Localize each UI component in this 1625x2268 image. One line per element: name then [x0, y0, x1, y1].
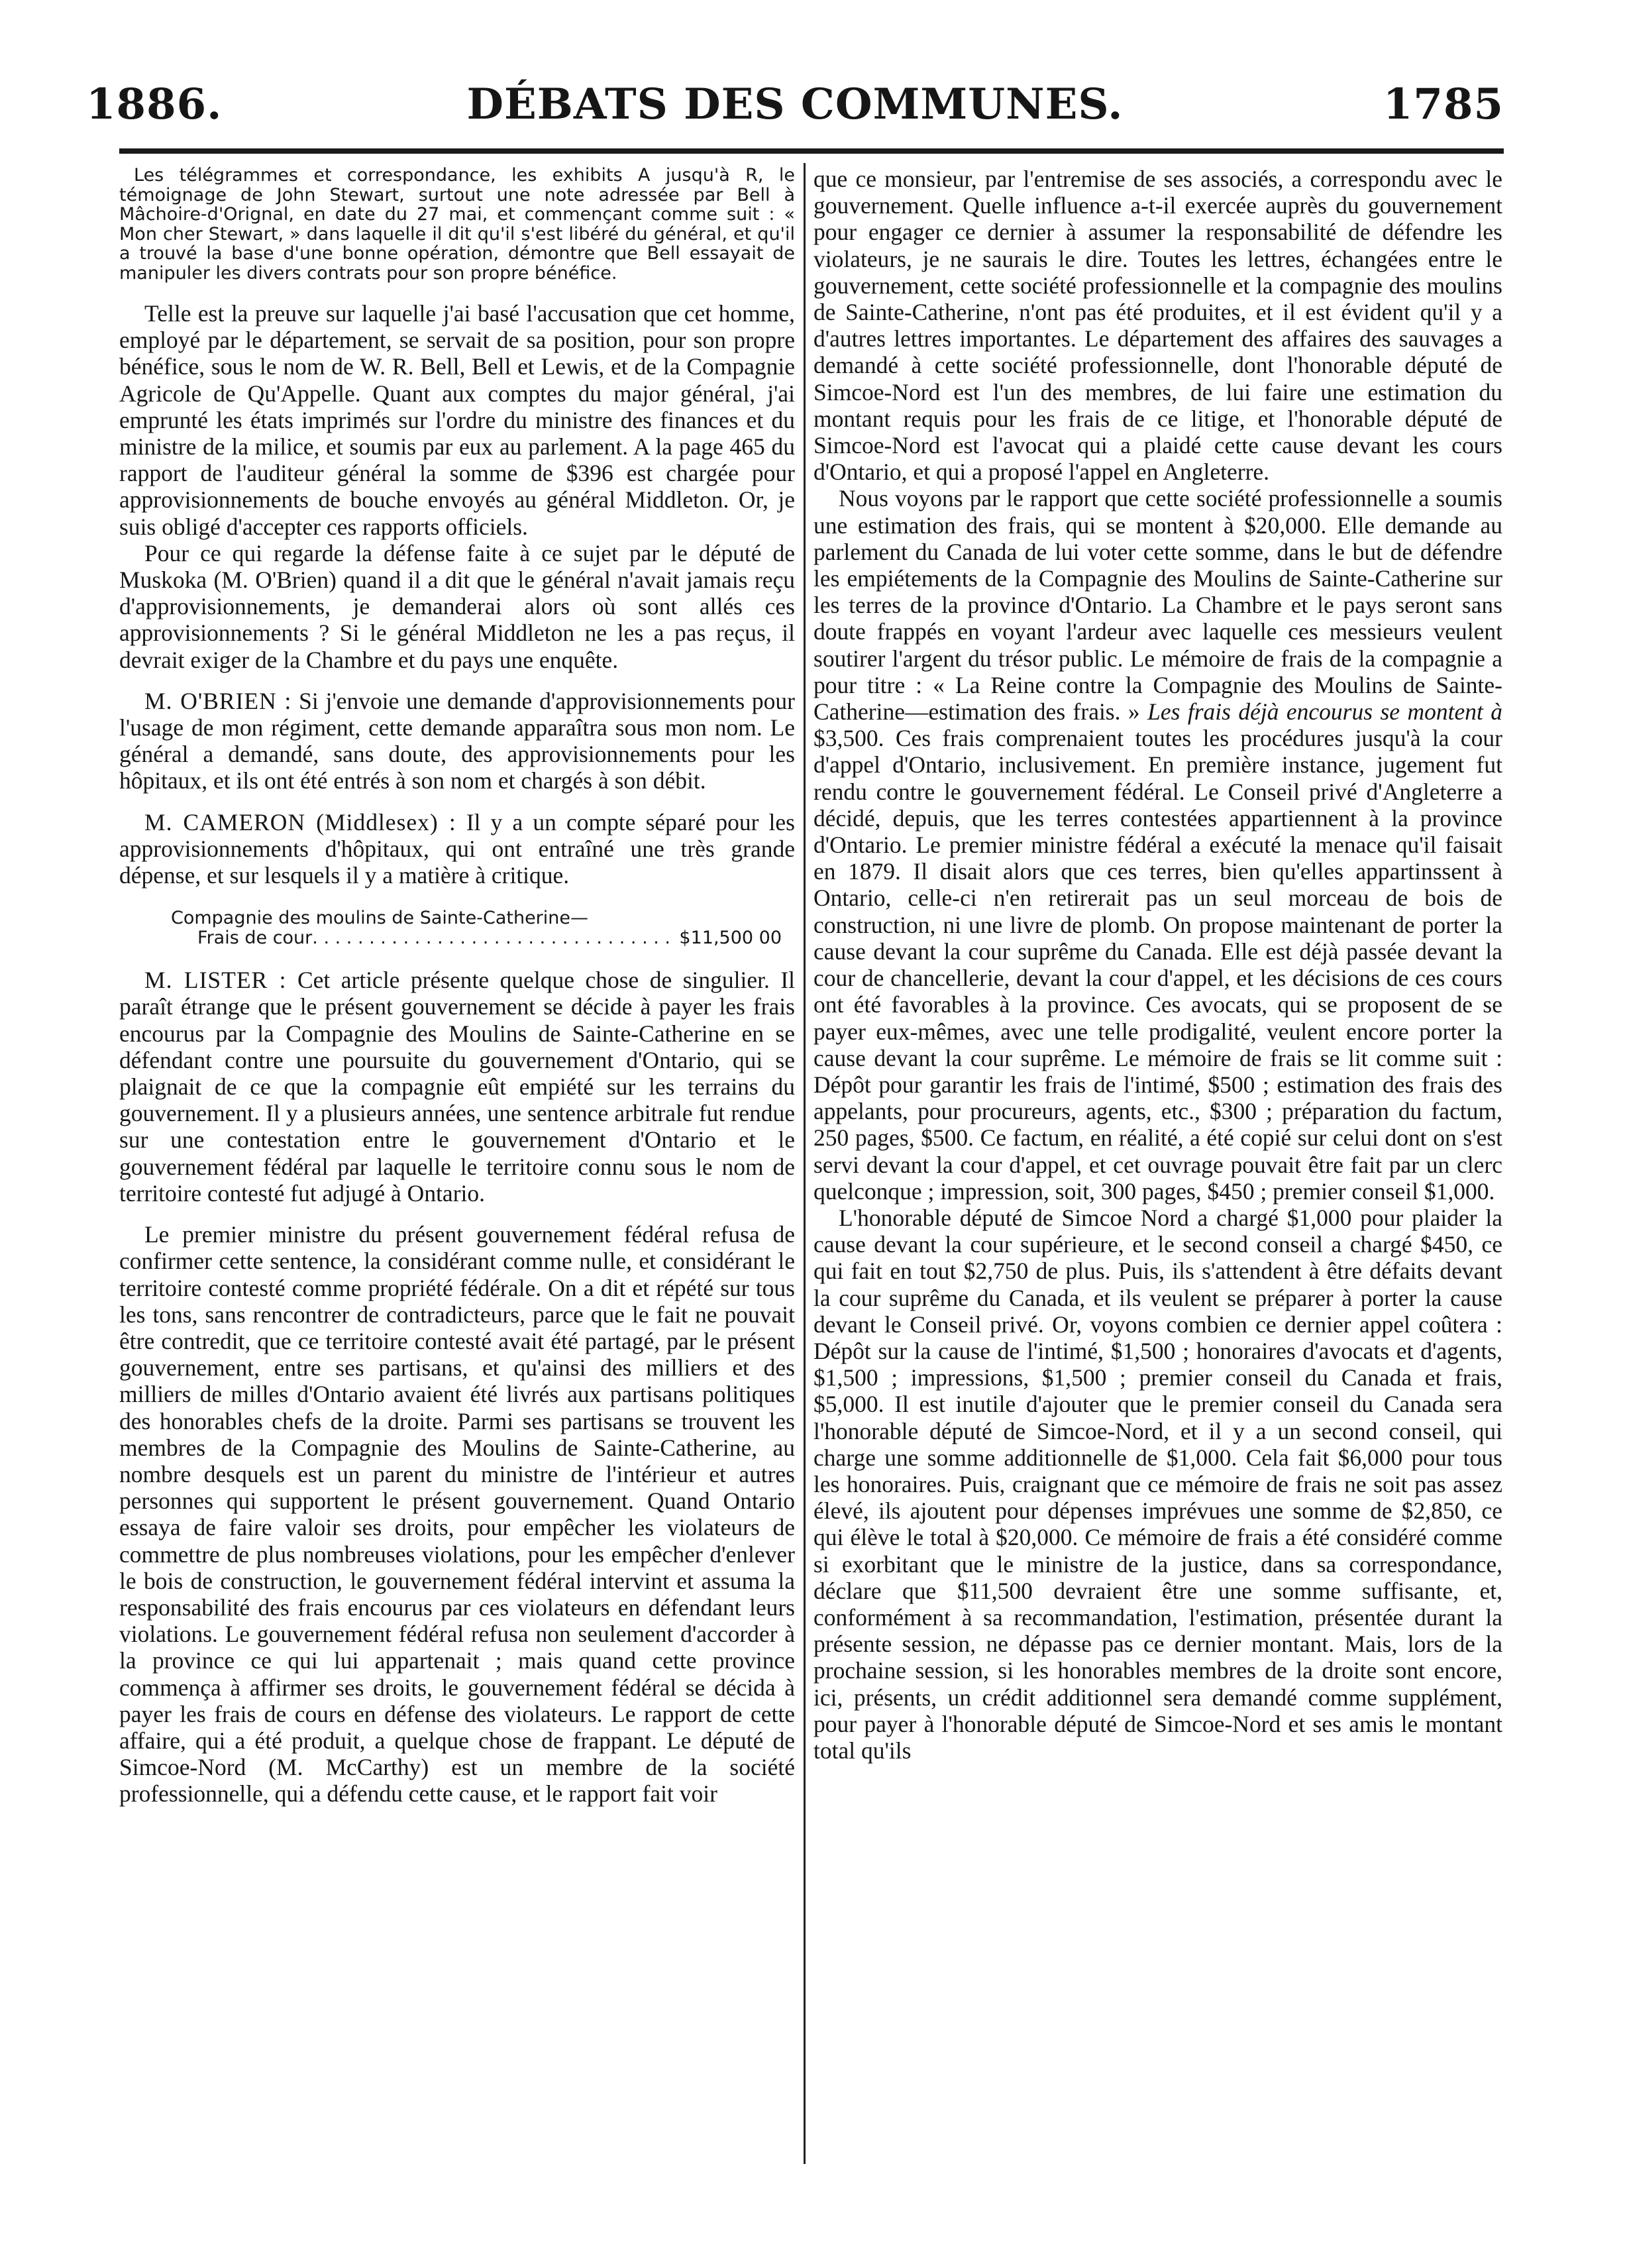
item-amount: $11,500 00	[679, 928, 782, 949]
paragraph: Le premier ministre du présent gouvernement fédéral refusa de confirmer cette sentence, la considérant comme nulle, et considérant le territoire contesté comme propriété fédérale. On a dit et répété sur tous les tons, sans rencontrer de contradicteurs, parce que le fait ne pouvait être contredit, que ce territoire contesté avait été partagé, par le présent gouvernement, entre ses partisans, et qu'ainsi des milliers et des milliers de milles d'Ontario avaient été livrés aux partisans politiques des honorables chefs de la droite. Parmi ses partisans se trouvent les membres de la Compagnie des Moulins de Sainte-Catherine, au nombre desquels est un parent du ministre de l'intérieur et autres personnes qui supportent le présent gouvernement. Quand Ontario essaya de faire valoir ses droits, pour empêcher les violateurs de commettre de plus nombreuses violations, pour les empêcher d'enlever le bois de construction, le gouvernement fédéral intervint et assuma la responsabilité des frais encourus par ces violateurs en défendant leurs violations. Le gouvernement fédéral refusa non seulement d'accorder à la province ce qui lui appartenait ; mais quand cette province commença à affirmer ses droits, le gouvernement fédéral se décida à payer les frais de cours en défense des violateurs. Le rapport de cette affaire, qui a été produit, a quelque chose de frappant. Le député de Simcoe-Nord (M. McCarthy) est un membre de la société professionnelle, qui a défendu cette cause, et le rapport fait voir	[119, 1221, 795, 1808]
item-title: Compagnie des moulins de Sainte-Catherine—	[171, 908, 589, 929]
exhibits-note: Les télégrammes et correspondance, les exhibits A jusqu'à R, le témoignage de John Stewart, surtout une note adressée par Bell à Mâchoire-d'Orignal, en date du 27 mai, et commençant comme suit : « Mon cher Stewart, » dans laquelle il dit qu'il s'est libéré du général, et qu'il a trouvé la base d'une bonne opération, démontre que Bell essayait de manipuler les divers contrats pour son propre bénéfice.	[119, 165, 795, 284]
speech-text: Si j'envoie une demande d'approvisionnements pour l'usage de mon régiment, cette demande apparaîtra sous mon nom. Le général a demandé, sans doute, des approvisionnements pour les hôpitaux, et ils ont été entrés à son nom et chargés à son débit.	[119, 687, 795, 794]
paragraph-text: Nous voyons par le rapport que cette société professionnelle a soumis une estimation des frais, qui se montent à $20,000. Elle demande au parlement du Canada de lui voter cette somme, dans le but de défendre les empiétements de la Compagnie des Moulins de Sainte-Catherine sur les terres de la province d'Ontario. La Chambre et le pays seront sans doute frappés en voyant l'ardeur avec laquelle ces messieurs veulent soutirer l'argent du trésor public. Le mémoire de frais de la compagnie a pour titre : « La Reine contre la Compagnie des Moulins de Sainte-Catherine—estimation des frais. »	[813, 485, 1502, 726]
paragraph: L'honorable député de Simcoe Nord a chargé $1,000 pour plaider la cause devant la cour supérieure, et le second conseil a chargé $450, ce qui fait en tout $2,750 de plus. Puis, ils s'attendent à être défaits devant la cour suprême du Canada, et ils veulent se préparer à porter la cause devant le Conseil privé. Or, voyons combien ce dernier appel coûtera : Dépôt sur la cause de l'intimé, $1,500 ; honoraires d'avocats et d'agents, $1,500 ; impressions, $1,500 ; premier conseil du Canada et frais, $5,000. Il est inutile d'ajouter que le premier conseil du Canada sera l'honorable député de Simcoe-Nord, et il y a un second conseil, qui charge une somme additionnelle de $1,000. Cela fait $6,000 pour tous les honoraires. Puis, craignant que ce mémoire de frais ne soit pas assez élevé, ils ajoutent pour dépenses imprévues une somme de $2,850, ce qui élève le total à $20,000. Ce mémoire de frais a été considéré comme si exorbitant que le ministre de la justice, dans sa correspondance, déclare que $11,500 devraient être une somme suffisante, et, conformément à sa recommandation, l'estimation, présentée durant la présente session, ne dépasse pas ce dernier montant. Mais, lors de la prochaine session, si les honorables membres de la droite sont encore, ici, présents, un crédit additionnel sera demandé comme supplément, pour payer à l'honorable député de Simcoe-Nord et ses amis le montant total qu'ils	[813, 1204, 1502, 1764]
speech-text: Cet article présente quelque chose de singulier. Il paraît étrange que le présent gouvernement se décide à payer les frais encourus par la Compagnie des Moulins de Sainte-Catherine en se défendant contre une poursuite du gouvernement d'Ontario, qui se plaignait de ce que la compagnie eût empiété sur les terrains du gouvernement. Il y a plusieurs années, une sentence arbitrale fut rendue sur une contestation entre le gouvernement d'Ontario et le gouvernement fédéral par laquelle le territoire connu sous le nom de territoire contesté fut adjugé à Ontario.	[119, 967, 796, 1207]
speaker-name: M. LISTER :	[144, 967, 287, 994]
item-label: Frais de cour	[197, 928, 313, 949]
paragraph: Pour ce qui regarde la défense faite à ce sujet par le député de Muskoka (M. O'Brien) quand il a dit que le général n'avait jamais reçu d'approvisionnements, je demanderai alors où sont allés ces approvisionnements ? Si le général Middleton ne les a pas reçus, il devrait exiger de la Chambre et du pays une enquête.	[119, 539, 795, 673]
column-divider	[804, 163, 806, 2164]
item-row	[119, 928, 795, 948]
page-number: 1785	[1383, 80, 1504, 129]
page-title: DÉBATS DES COMMUNES.	[466, 80, 1124, 129]
paragraph-text: $3,500. Ces frais comprenaient toutes les procédures jusqu'à la cour d'appel d'Ontario, inclusivement. En première instance, jugement fut rendu contre le gouvernement fédéral. Le Conseil privé d'Angleterre a décidé, depuis, que les terres contestées appartiennent à la province d'Ontario. Le premier ministre fédéral a exécuté la menace qu'il faisait en 1879. Il disait alors que ces terres, bien qu'elles appartinssent à Ontario, celle-ci n'en retirerait pas un seul morceau de bois de construction, ni une livre de plomb. On propose maintenant de porter la cause devant la cour suprême du Canada. Elle est déjà passée devant la cour de chancellerie, devant la cour d'appel, et les décisions de ces cours ont été favorables à la province. Ces avocats, qui se proposent de se payer eux-mêmes, avec une telle prodigalité, veulent encore porter la cause devant la cour suprême. Le mémoire de frais se lit comme suit : Dépôt pour garantir les frais de l'intimé, $500 ; estimation des frais des appelants, pour procureurs, agents, etc., $300 ; préparation du factum, 250 pages, $500. Ce factum, en réalité, a été copié sur celui dont on s'est servi devant la cour d'appel, et cet ouvrage pouvait être fait par un clerc quelconque ; impression, soit, 300 pages, $450 ; premier conseil $1,000.	[813, 725, 1502, 1205]
page-header	[86, 78, 1504, 131]
speaker-name: M. O'BRIEN :	[144, 687, 292, 714]
speech-text: Il y a un compte séparé pour les approvisionnements d'hôpitaux, qui ont entraîné une très grande dépense, et sur lesquels il y a matière à critique.	[119, 808, 795, 889]
italic-text: Les frais déjà encourus se montent à	[1147, 698, 1502, 726]
header-rule	[119, 148, 1504, 154]
page-year: 1886.	[86, 80, 223, 129]
leader-dots	[312, 928, 674, 948]
paragraph: que ce monsieur, par l'entremise de ses associés, a correspondu avec le gouvernement. Quelle influence a-t-il exercée auprès du gouvernement pour engager ce dernier à assumer la responsabilité de défendre les violateurs, je ne saurais le dire. Toutes les lettres, échangées entre le gouvernement, cette société professionnelle et la compagnie des moulins de Sainte-Catherine, n'ont pas été produites, et il est évident qu'il y a d'autres lettres importantes. Le département des affaires des sauvages a demandé à cette société professionnelle, dont l'honorable député de Simcoe-Nord est l'un des membres, de lui faire une estimation du montant requis pour les frais de ce litige, et l'honorable député de Simcoe-Nord est l'avocat qui a plaidé cette cause devant les cours d'Ontario, et qui a proposé l'appel en Angleterre.	[813, 166, 1502, 486]
speaker-name: M. CAMERON (Middlesex) :	[144, 808, 456, 836]
right-column	[813, 166, 1502, 1764]
speech-cameron	[119, 809, 795, 889]
speech-lister	[119, 967, 795, 1207]
speech-obrien	[119, 688, 795, 794]
left-column	[119, 166, 795, 1808]
estimate-item	[119, 908, 795, 948]
paragraph: Telle est la preuve sur laquelle j'ai basé l'accusation que cet homme, employé par le département, se servait de sa position, pour son propre bénéfice, sous le nom de W. R. Bell, Bell et Lewis, et de la Compagnie Agricole de Qu'Appelle. Quant aux comptes du major général, j'ai emprunté les états imprimés sur l'ordre du ministre des finances et du ministre de la milice, et soumis par eux au parlement. A la page 465 du rapport de l'auditeur général la somme de $396 est chargée pour approvisionnements de bouche envoyés au général Middleton. Or, je suis obligé d'accepter ces rapports officiels.	[119, 300, 795, 540]
paragraph	[813, 485, 1502, 1204]
